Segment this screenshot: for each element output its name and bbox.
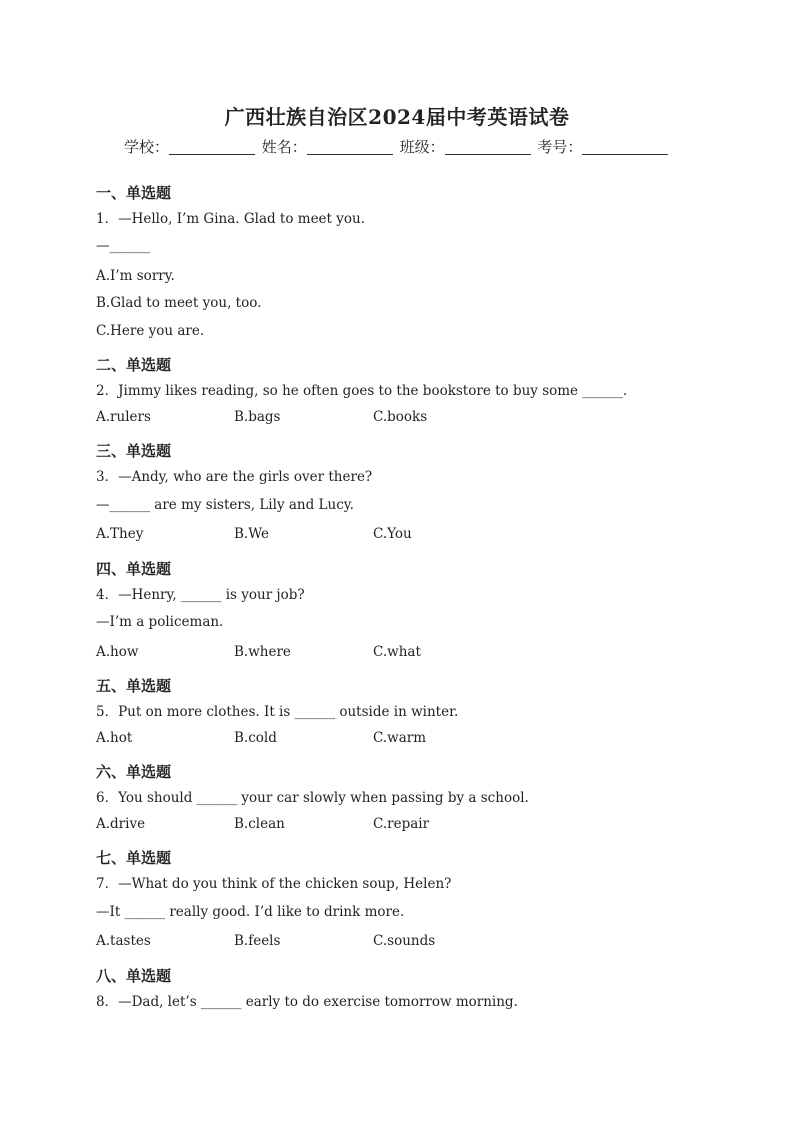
question-7-response: —It ______ really good. I’d like to drink more.	[96, 904, 405, 920]
school-label: 学校：	[124, 138, 170, 156]
question-3-response: —______ are my sisters, Lily and Lucy.	[96, 497, 354, 513]
question-2-stem: 2．Jimmy likes reading, so he often goes to the bookstore to buy some ______.	[96, 383, 628, 399]
question-1-option-b[interactable]: B.Glad to meet you, too.	[96, 295, 262, 311]
section-heading-7: 七、单选题	[96, 849, 172, 867]
question-4-response: —I’m a policeman.	[96, 614, 224, 630]
section-heading-1: 一、单选题	[96, 184, 172, 202]
question-6-option-b[interactable]: B.clean	[234, 816, 285, 832]
name-label: 姓名：	[261, 138, 307, 156]
question-7-option-b[interactable]: B.feels	[234, 933, 281, 949]
exam-number-blank[interactable]	[582, 140, 668, 155]
question-1-stem: 1．—Hello, I’m Gina. Glad to meet you.	[96, 211, 366, 227]
question-2-option-a[interactable]: A.rulers	[96, 409, 151, 425]
question-4-option-a[interactable]: A.how	[96, 644, 139, 660]
question-1-option-c[interactable]: C.Here you are.	[96, 323, 205, 339]
section-heading-3: 三、单选题	[96, 442, 172, 460]
question-3-option-b[interactable]: B.We	[234, 526, 269, 542]
question-5-option-c[interactable]: C.warm	[373, 730, 426, 746]
name-blank[interactable]	[307, 140, 393, 155]
student-info-row	[124, 136, 670, 157]
exam-title: 广西壮族自治区2024届中考英语试卷	[224, 105, 570, 129]
section-heading-6: 六、单选题	[96, 763, 172, 781]
exam-number-label: 考号：	[537, 138, 583, 156]
question-5-stem: 5．Put on more clothes. It is ______ outside in winter.	[96, 704, 459, 720]
section-heading-8: 八、单选题	[96, 967, 172, 985]
question-4-stem: 4．—Henry, ______ is your job?	[96, 587, 305, 603]
section-heading-5: 五、单选题	[96, 677, 172, 695]
question-7-option-a[interactable]: A.tastes	[96, 933, 151, 949]
question-4-option-c[interactable]: C.what	[373, 644, 421, 660]
question-8-stem: 8．—Dad, let’s ______ early to do exercise tomorrow morning.	[96, 994, 518, 1010]
question-5-option-a[interactable]: A.hot	[96, 730, 133, 746]
question-6-stem: 6．You should ______ your car slowly when passing by a school.	[96, 790, 529, 806]
question-1-response: —______	[96, 238, 150, 254]
question-5-option-b[interactable]: B.cold	[234, 730, 277, 746]
question-3-option-c[interactable]: C.You	[373, 526, 412, 542]
question-3-stem: 3．—Andy, who are the girls over there?	[96, 469, 373, 485]
section-heading-4: 四、单选题	[96, 560, 172, 578]
section-heading-2: 二、单选题	[96, 356, 172, 374]
question-3-option-a[interactable]: A.They	[96, 526, 144, 542]
question-2-option-b[interactable]: B.bags	[234, 409, 281, 425]
class-blank[interactable]	[445, 140, 531, 155]
question-4-option-b[interactable]: B.where	[234, 644, 291, 660]
question-6-option-c[interactable]: C.repair	[373, 816, 430, 832]
question-1-option-a[interactable]: A.I’m sorry.	[96, 268, 175, 284]
question-6-option-a[interactable]: A.drive	[96, 816, 146, 832]
question-2-option-c[interactable]: C.books	[373, 409, 428, 425]
class-label: 班级：	[399, 138, 445, 156]
question-7-option-c[interactable]: C.sounds	[373, 933, 436, 949]
school-blank[interactable]	[169, 140, 255, 155]
question-7-stem: 7．—What do you think of the chicken soup, Helen?	[96, 876, 452, 892]
